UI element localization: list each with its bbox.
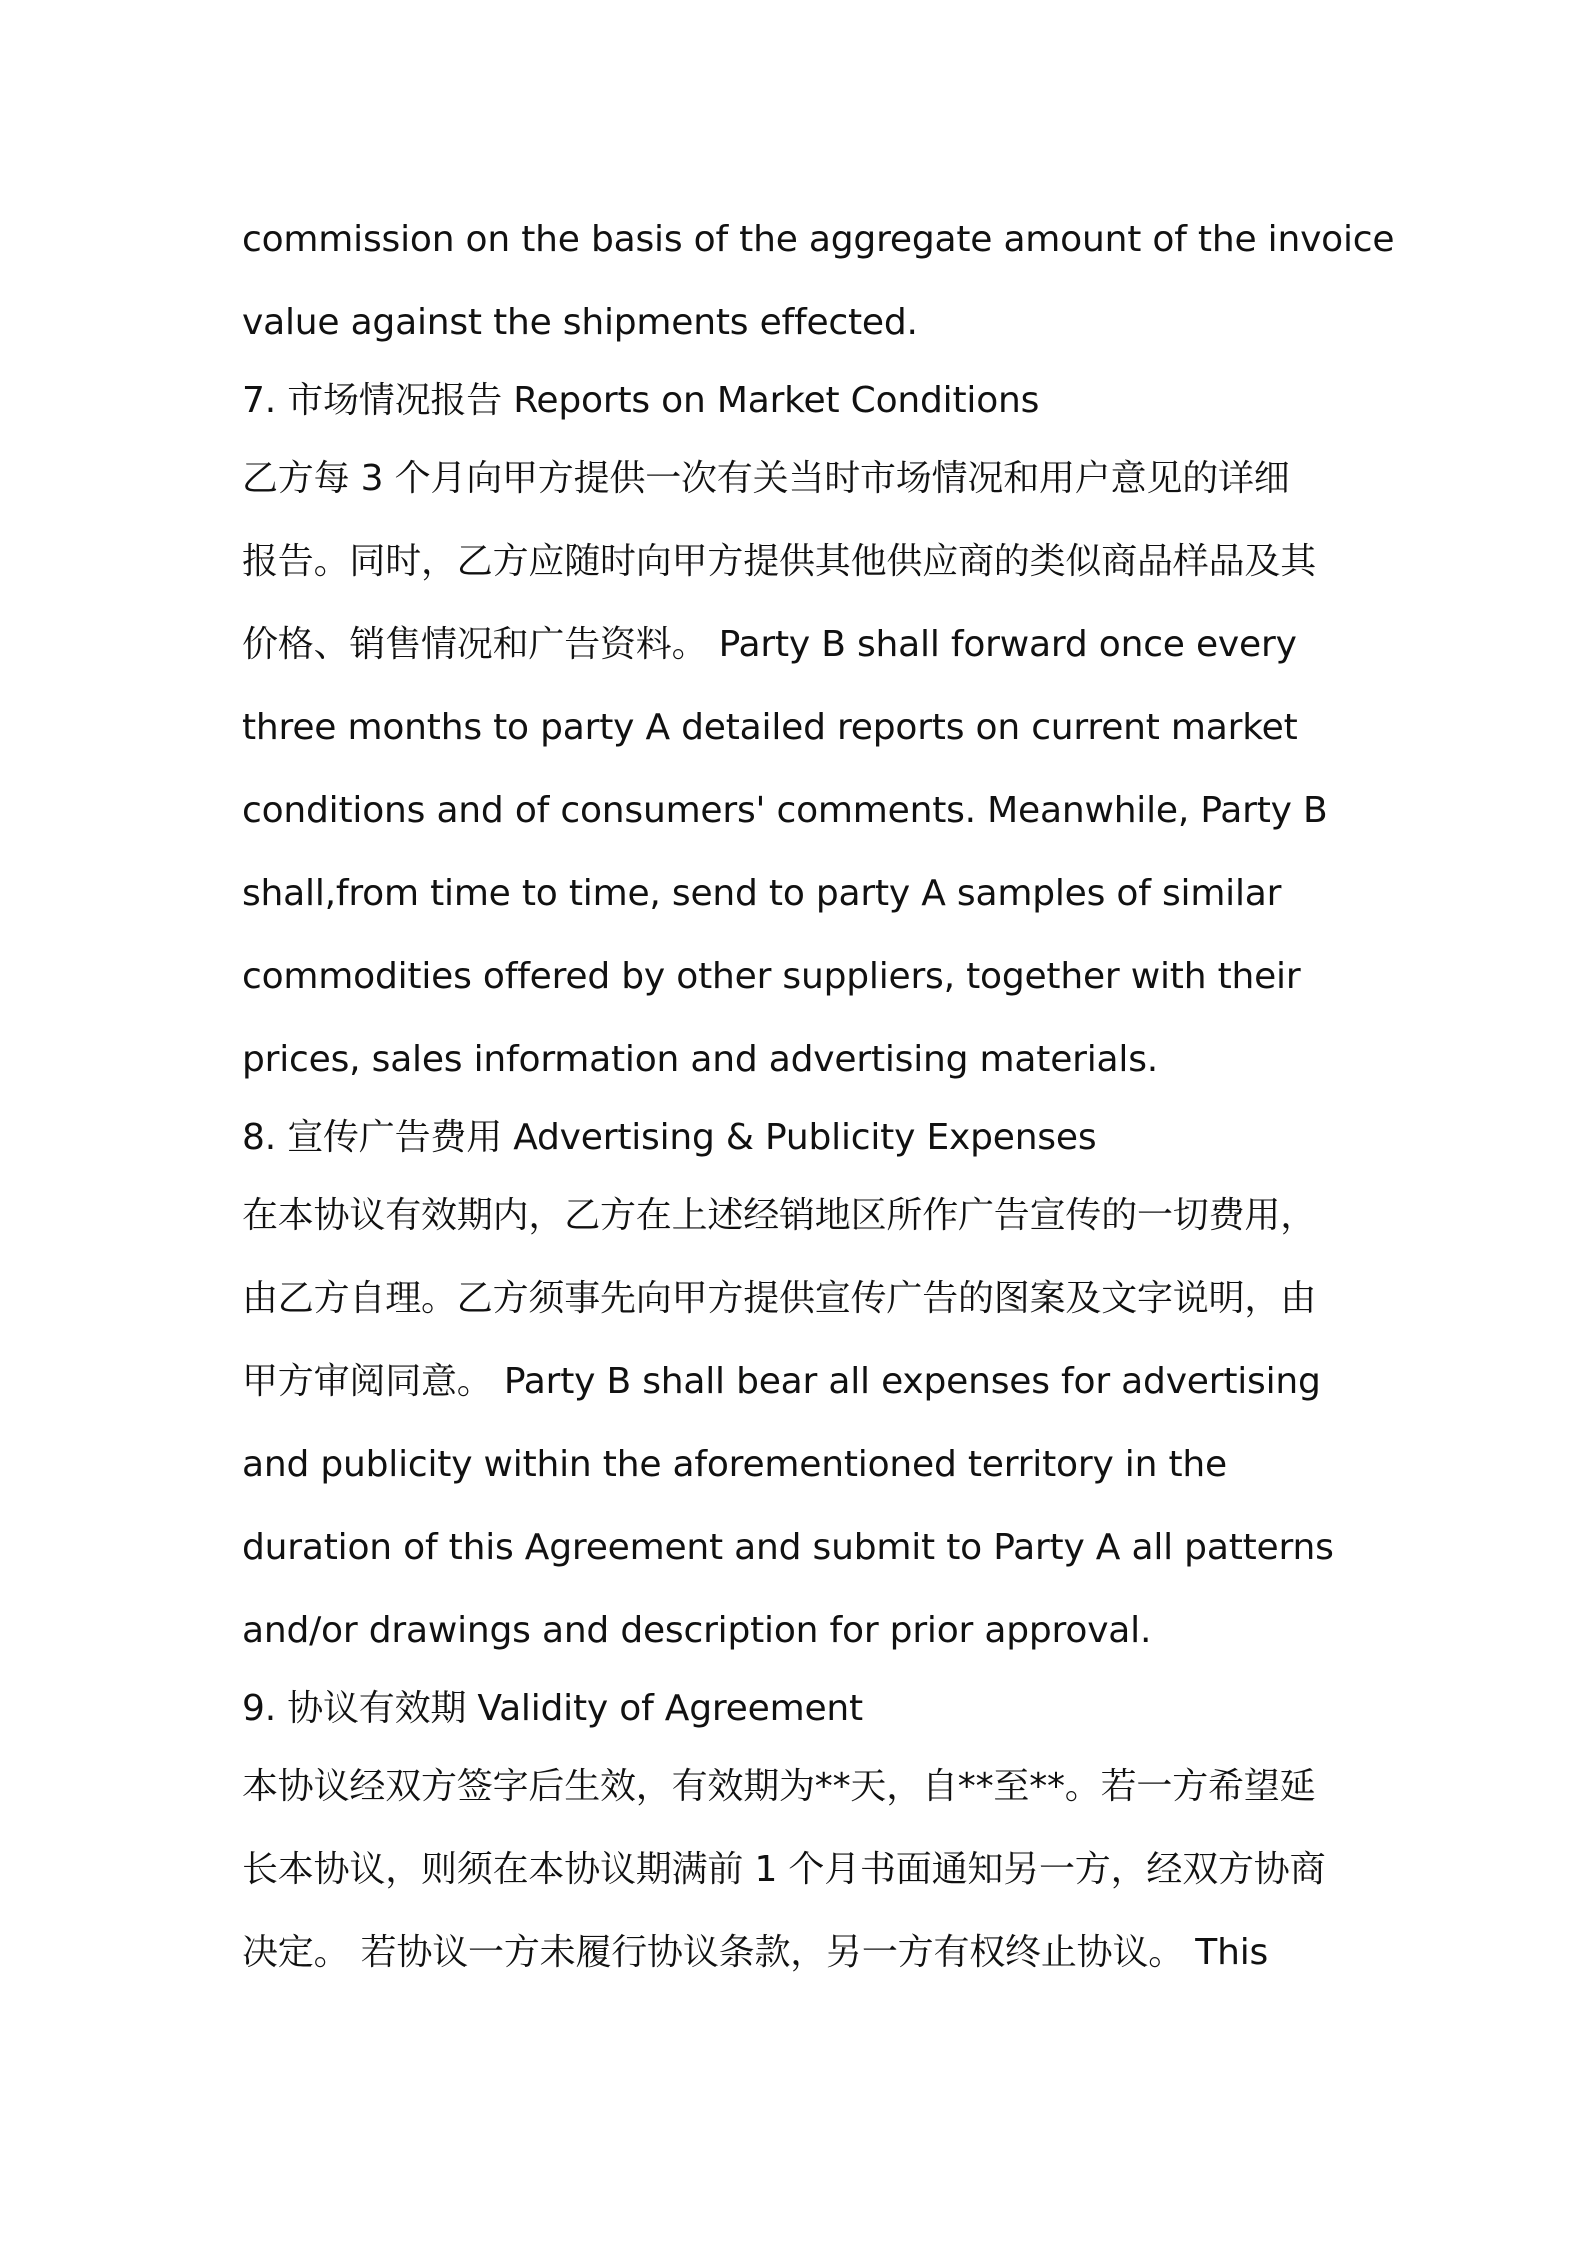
text-line: 在本协议有效期内，乙方在上述经销地区所作广告宣传的一切费用， — [242, 1195, 1317, 1236]
text-line: and publicity within the aforementioned territory in the — [242, 1444, 1227, 1485]
text-line: and/or drawings and description for prior approval. — [242, 1610, 1152, 1651]
section-heading-validity-of-agreement: 9. 协议有效期 Validity of Agreement — [242, 1688, 863, 1729]
text-line: commission on the basis of the aggregate amount of the invoice — [242, 219, 1395, 260]
text-line: conditions and of consumers' comments. Meanwhile, Party B — [242, 790, 1328, 831]
text-line: value against the shipments effected. — [242, 302, 918, 343]
document-body — [242, 198, 1395, 1994]
text-line: 乙方每 3 个月向甲方提供一次有关当时市场情况和用户意见的详细 — [242, 458, 1290, 499]
text-line: duration of this Agreement and submit to Party A all patterns — [242, 1527, 1334, 1568]
text-line: shall,from time to time, send to party A samples of similar — [242, 873, 1282, 914]
section-heading-market-conditions: 7. 市场情况报告 Reports on Market Conditions — [242, 380, 1040, 421]
text-line: 本协议经双方签字后生效，有效期为**天，自**至**。若一方希望延 — [242, 1766, 1316, 1807]
section-heading-advertising-expenses: 8. 宣传广告费用 Advertising & Publicity Expenses — [242, 1117, 1097, 1158]
text-line: prices, sales information and advertising materials. — [242, 1039, 1159, 1080]
text-line: 价格、销售情况和广告资料。 Party B shall forward once every — [242, 624, 1297, 665]
text-line: 甲方审阅同意。 Party B shall bear all expenses for advertising — [242, 1361, 1321, 1402]
text-line: 决定。 若协议一方未履行协议条款，另一方有权终止协议。 This — [242, 1932, 1269, 1973]
text-line: three months to party A detailed reports on current market — [242, 707, 1298, 748]
text-line: commodities offered by other suppliers, together with their — [242, 956, 1301, 997]
text-line: 长本协议，则须在本协议期满前 1 个月书面通知另一方，经双方协商 — [242, 1849, 1326, 1890]
text-line: 由乙方自理。乙方须事先向甲方提供宣传广告的图案及文字说明，由 — [242, 1278, 1317, 1319]
text-line: 报告。同时，乙方应随时向甲方提供其他供应商的类似商品样品及其 — [242, 541, 1317, 582]
